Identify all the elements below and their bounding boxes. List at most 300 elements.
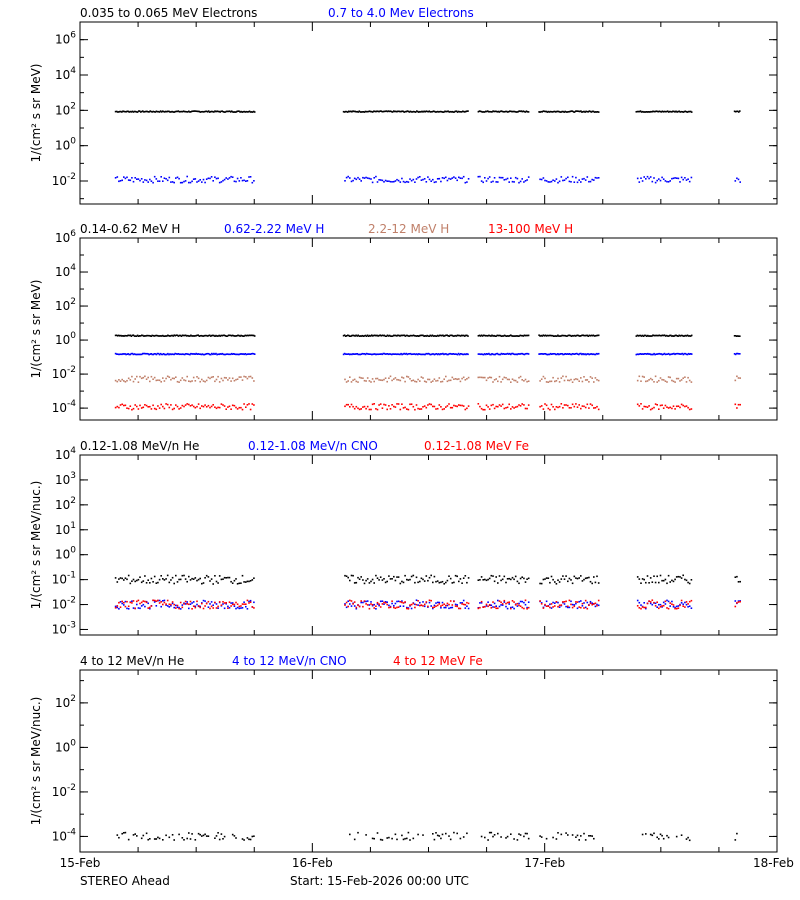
data-point bbox=[182, 607, 184, 609]
y-tick-label: $10^0$ bbox=[54, 738, 76, 755]
data-point bbox=[565, 376, 567, 378]
data-point bbox=[378, 605, 380, 607]
data-point bbox=[567, 606, 569, 608]
data-point bbox=[660, 405, 662, 407]
data-point bbox=[146, 582, 148, 584]
data-point bbox=[655, 603, 657, 605]
data-point bbox=[385, 404, 387, 406]
data-point bbox=[596, 177, 598, 179]
data-point bbox=[687, 178, 689, 180]
data-point bbox=[222, 601, 224, 603]
y-tick-label: $10^4$ bbox=[54, 66, 76, 83]
data-point bbox=[492, 606, 494, 608]
data-point bbox=[199, 179, 201, 181]
data-point bbox=[652, 581, 654, 583]
data-point bbox=[643, 406, 645, 408]
data-point bbox=[126, 579, 128, 581]
data-point bbox=[655, 582, 657, 584]
data-point bbox=[593, 179, 595, 181]
data-point bbox=[180, 579, 182, 581]
data-point bbox=[484, 579, 486, 581]
data-point bbox=[639, 578, 641, 580]
data-point bbox=[227, 606, 229, 608]
data-point bbox=[206, 380, 208, 382]
data-point bbox=[637, 576, 639, 578]
data-point bbox=[663, 605, 665, 607]
data-point bbox=[434, 182, 436, 184]
data-point bbox=[217, 607, 219, 609]
data-point bbox=[658, 608, 660, 610]
data-point bbox=[349, 177, 351, 179]
data-point bbox=[559, 406, 561, 408]
data-point bbox=[588, 577, 590, 579]
data-point bbox=[517, 381, 519, 383]
data-point bbox=[143, 604, 145, 606]
data-point bbox=[482, 579, 484, 581]
data-point bbox=[735, 180, 737, 182]
y-tick-label: $10^{-2}$ bbox=[51, 365, 76, 382]
data-point bbox=[144, 404, 146, 406]
data-point bbox=[578, 839, 580, 841]
data-point bbox=[505, 377, 507, 379]
data-point bbox=[525, 180, 527, 182]
data-point bbox=[495, 576, 497, 578]
data-point bbox=[671, 580, 673, 582]
data-point bbox=[403, 181, 405, 183]
legend-entry: 0.12-1.08 MeV/n CNO bbox=[248, 439, 378, 453]
data-point bbox=[691, 353, 693, 355]
data-point bbox=[165, 178, 167, 180]
data-point bbox=[552, 837, 554, 839]
data-point bbox=[186, 176, 188, 178]
data-point bbox=[154, 176, 156, 178]
data-point bbox=[590, 376, 592, 378]
data-point bbox=[151, 376, 153, 378]
data-point bbox=[364, 380, 366, 382]
data-point bbox=[528, 353, 530, 355]
data-point bbox=[497, 582, 499, 584]
data-point bbox=[570, 604, 572, 606]
data-point bbox=[500, 381, 502, 383]
data-point bbox=[686, 381, 688, 383]
data-point bbox=[156, 582, 158, 584]
data-point bbox=[185, 601, 187, 603]
data-point bbox=[487, 178, 489, 180]
data-point bbox=[544, 604, 546, 606]
data-point bbox=[243, 603, 245, 605]
data-point bbox=[117, 607, 119, 609]
data-point bbox=[160, 176, 162, 178]
data-point bbox=[736, 602, 738, 604]
data-point bbox=[450, 178, 452, 180]
data-point bbox=[504, 377, 506, 379]
data-point bbox=[190, 381, 192, 383]
data-point bbox=[521, 178, 523, 180]
y-tick-label: $10^0$ bbox=[54, 545, 76, 562]
data-point bbox=[658, 604, 660, 606]
data-point bbox=[528, 335, 530, 337]
data-point bbox=[554, 180, 556, 182]
data-point bbox=[596, 379, 598, 381]
data-point bbox=[689, 605, 691, 607]
data-point bbox=[183, 575, 185, 577]
data-point bbox=[645, 381, 647, 383]
data-point bbox=[208, 835, 210, 837]
data-point bbox=[463, 836, 465, 838]
data-point bbox=[408, 409, 410, 411]
data-point bbox=[160, 381, 162, 383]
data-point bbox=[139, 180, 141, 182]
data-point bbox=[569, 380, 571, 382]
data-point bbox=[660, 604, 662, 606]
spacecraft-label: STEREO Ahead bbox=[80, 874, 170, 888]
data-point bbox=[439, 602, 441, 604]
data-point bbox=[640, 380, 642, 382]
data-point bbox=[414, 604, 416, 606]
data-point bbox=[575, 403, 577, 405]
data-point bbox=[188, 380, 190, 382]
data-point bbox=[549, 381, 551, 383]
data-point bbox=[578, 601, 580, 603]
y-tick-label: $10^{-1}$ bbox=[51, 570, 76, 587]
data-point bbox=[180, 407, 182, 409]
data-point bbox=[463, 577, 465, 579]
data-point bbox=[203, 835, 205, 837]
data-point bbox=[739, 181, 741, 183]
data-point bbox=[401, 178, 403, 180]
data-point bbox=[687, 377, 689, 379]
data-point bbox=[121, 578, 123, 580]
data-point bbox=[452, 604, 454, 606]
data-point bbox=[173, 408, 175, 410]
data-point bbox=[175, 404, 177, 406]
data-point bbox=[411, 403, 413, 405]
data-point bbox=[404, 838, 406, 840]
data-point bbox=[513, 608, 515, 610]
data-point bbox=[645, 833, 647, 835]
data-point bbox=[356, 406, 358, 408]
data-point bbox=[440, 838, 442, 840]
data-point bbox=[500, 177, 502, 179]
data-point bbox=[154, 408, 156, 410]
data-point bbox=[479, 406, 481, 408]
x-tick-label: 15-Feb bbox=[59, 856, 101, 870]
data-point bbox=[391, 181, 393, 183]
data-point bbox=[139, 576, 141, 578]
data-point bbox=[239, 407, 241, 409]
data-point bbox=[380, 403, 382, 405]
data-point bbox=[380, 379, 382, 381]
data-point bbox=[185, 404, 187, 406]
data-point bbox=[461, 378, 463, 380]
legend-entry: 4 to 12 MeV/n CNO bbox=[232, 654, 347, 668]
data-point bbox=[367, 578, 369, 580]
data-point bbox=[598, 335, 600, 337]
data-point bbox=[450, 600, 452, 602]
data-point bbox=[146, 180, 148, 182]
data-point bbox=[591, 583, 593, 585]
data-point bbox=[396, 601, 398, 603]
data-point bbox=[232, 602, 234, 604]
data-point bbox=[669, 581, 671, 583]
data-point bbox=[495, 608, 497, 610]
data-point bbox=[421, 376, 423, 378]
data-point bbox=[588, 604, 590, 606]
data-point bbox=[193, 605, 195, 607]
data-point bbox=[556, 838, 558, 840]
data-point bbox=[403, 839, 405, 841]
data-point bbox=[191, 380, 193, 382]
data-point bbox=[687, 603, 689, 605]
data-point bbox=[230, 380, 232, 382]
data-point bbox=[242, 409, 244, 411]
data-point bbox=[544, 378, 546, 380]
data-point bbox=[237, 378, 239, 380]
data-point bbox=[160, 404, 162, 406]
data-point bbox=[591, 377, 593, 379]
data-point bbox=[564, 179, 566, 181]
data-point bbox=[639, 181, 641, 183]
data-point bbox=[426, 381, 428, 383]
data-point bbox=[552, 406, 554, 408]
data-point bbox=[440, 381, 442, 383]
data-point bbox=[681, 404, 683, 406]
data-point bbox=[552, 602, 554, 604]
data-point bbox=[478, 176, 480, 178]
data-point bbox=[739, 581, 741, 583]
data-point bbox=[404, 575, 406, 577]
data-point bbox=[373, 838, 375, 840]
data-point bbox=[416, 604, 418, 606]
data-point bbox=[359, 377, 361, 379]
data-point bbox=[591, 405, 593, 407]
data-point bbox=[497, 181, 499, 183]
data-point bbox=[543, 408, 545, 410]
data-point bbox=[590, 603, 592, 605]
data-point bbox=[133, 607, 135, 609]
data-point bbox=[443, 378, 445, 380]
data-point bbox=[157, 582, 159, 584]
data-point bbox=[455, 405, 457, 407]
data-point bbox=[482, 606, 484, 608]
data-point bbox=[643, 602, 645, 604]
data-point bbox=[572, 607, 574, 609]
data-point bbox=[356, 381, 358, 383]
data-point bbox=[486, 380, 488, 382]
data-point bbox=[382, 603, 384, 605]
data-point bbox=[203, 179, 205, 181]
data-point bbox=[500, 580, 502, 582]
data-point bbox=[252, 836, 254, 838]
data-point bbox=[421, 578, 423, 580]
data-point bbox=[528, 176, 530, 178]
data-point bbox=[735, 600, 737, 602]
data-point bbox=[639, 602, 641, 604]
data-point bbox=[583, 178, 585, 180]
data-point bbox=[126, 177, 128, 179]
data-point bbox=[242, 838, 244, 840]
data-point bbox=[429, 600, 431, 602]
data-point bbox=[211, 606, 213, 608]
data-point bbox=[691, 111, 693, 113]
data-point bbox=[689, 181, 691, 183]
data-point bbox=[167, 376, 169, 378]
data-point bbox=[212, 583, 214, 585]
data-point bbox=[432, 406, 434, 408]
y-tick-label: $10^{-2}$ bbox=[51, 172, 76, 189]
data-point bbox=[152, 378, 154, 380]
data-point bbox=[240, 407, 242, 409]
data-point bbox=[219, 839, 221, 841]
data-point bbox=[347, 600, 349, 602]
data-point bbox=[520, 601, 522, 603]
data-point bbox=[157, 379, 159, 381]
data-point bbox=[209, 407, 211, 409]
data-point bbox=[546, 838, 548, 840]
data-point bbox=[565, 404, 567, 406]
data-point bbox=[580, 181, 582, 183]
data-point bbox=[497, 833, 499, 835]
data-point bbox=[452, 407, 454, 409]
data-point bbox=[115, 407, 117, 409]
data-point bbox=[351, 605, 353, 607]
data-point bbox=[400, 380, 402, 382]
data-point bbox=[502, 379, 504, 381]
data-point bbox=[178, 579, 180, 581]
data-point bbox=[211, 601, 213, 603]
data-point bbox=[549, 409, 551, 411]
data-point bbox=[678, 178, 680, 180]
data-point bbox=[203, 582, 205, 584]
data-point bbox=[689, 601, 691, 603]
data-point bbox=[416, 599, 418, 601]
series-points bbox=[115, 376, 741, 384]
data-point bbox=[487, 406, 489, 408]
data-point bbox=[165, 378, 167, 380]
data-point bbox=[673, 405, 675, 407]
data-point bbox=[222, 404, 224, 406]
data-point bbox=[154, 838, 156, 840]
data-point bbox=[655, 182, 657, 184]
data-point bbox=[548, 605, 550, 607]
data-point bbox=[526, 408, 528, 410]
data-point bbox=[388, 837, 390, 839]
data-point bbox=[204, 381, 206, 383]
data-point bbox=[486, 604, 488, 606]
data-point bbox=[388, 607, 390, 609]
data-point bbox=[133, 579, 135, 581]
data-point bbox=[570, 579, 572, 581]
data-point bbox=[136, 178, 138, 180]
data-point bbox=[221, 604, 223, 606]
data-point bbox=[121, 404, 123, 406]
data-point bbox=[544, 578, 546, 580]
data-point bbox=[243, 601, 245, 603]
data-point bbox=[587, 577, 589, 579]
data-point bbox=[491, 832, 493, 834]
data-point bbox=[162, 839, 164, 841]
data-point bbox=[159, 579, 161, 581]
data-point bbox=[648, 405, 650, 407]
data-point bbox=[198, 833, 200, 835]
data-point bbox=[385, 180, 387, 182]
data-point bbox=[243, 376, 245, 378]
data-point bbox=[660, 834, 662, 836]
data-point bbox=[655, 403, 657, 405]
data-point bbox=[437, 408, 439, 410]
data-point bbox=[463, 176, 465, 178]
data-point bbox=[254, 353, 256, 355]
data-point bbox=[156, 380, 158, 382]
data-point bbox=[556, 178, 558, 180]
data-point bbox=[347, 606, 349, 608]
data-point bbox=[370, 601, 372, 603]
data-point bbox=[505, 837, 507, 839]
data-point bbox=[551, 181, 553, 183]
data-point bbox=[248, 376, 250, 378]
data-point bbox=[598, 409, 600, 411]
data-point bbox=[126, 608, 128, 610]
data-point bbox=[650, 601, 652, 603]
data-point bbox=[640, 582, 642, 584]
y-tick-label: $10^6$ bbox=[54, 229, 76, 245]
data-point bbox=[398, 379, 400, 381]
data-point bbox=[156, 605, 158, 607]
data-point bbox=[674, 579, 676, 581]
data-point bbox=[229, 406, 231, 408]
data-point bbox=[133, 408, 135, 410]
data-point bbox=[595, 407, 597, 409]
data-point bbox=[575, 601, 577, 603]
data-point bbox=[136, 835, 138, 837]
data-point bbox=[437, 580, 439, 582]
data-point bbox=[221, 833, 223, 835]
data-point bbox=[131, 409, 133, 411]
data-point bbox=[351, 381, 353, 383]
data-point bbox=[357, 381, 359, 383]
data-point bbox=[487, 377, 489, 379]
data-point bbox=[173, 182, 175, 184]
data-point bbox=[167, 180, 169, 182]
data-point bbox=[523, 181, 525, 183]
data-point bbox=[173, 378, 175, 380]
data-point bbox=[572, 404, 574, 406]
data-point bbox=[254, 335, 256, 337]
data-point bbox=[481, 180, 483, 182]
data-point bbox=[500, 602, 502, 604]
data-point bbox=[169, 837, 171, 839]
y-axis-label: 1/(cm² s sr MeV/nuc.) bbox=[29, 480, 43, 610]
data-point bbox=[406, 608, 408, 610]
data-point bbox=[143, 181, 145, 183]
data-point bbox=[393, 607, 395, 609]
data-point bbox=[120, 404, 122, 406]
data-point bbox=[492, 836, 494, 838]
data-point bbox=[183, 603, 185, 605]
data-point bbox=[209, 378, 211, 380]
data-point bbox=[588, 181, 590, 183]
data-point bbox=[661, 605, 663, 607]
data-point bbox=[508, 578, 510, 580]
data-point bbox=[372, 579, 374, 581]
data-point bbox=[224, 577, 226, 579]
data-point bbox=[515, 604, 517, 606]
data-point bbox=[678, 405, 680, 407]
data-point bbox=[365, 380, 367, 382]
data-point bbox=[344, 575, 346, 577]
data-point bbox=[354, 408, 356, 410]
data-point bbox=[352, 180, 354, 182]
